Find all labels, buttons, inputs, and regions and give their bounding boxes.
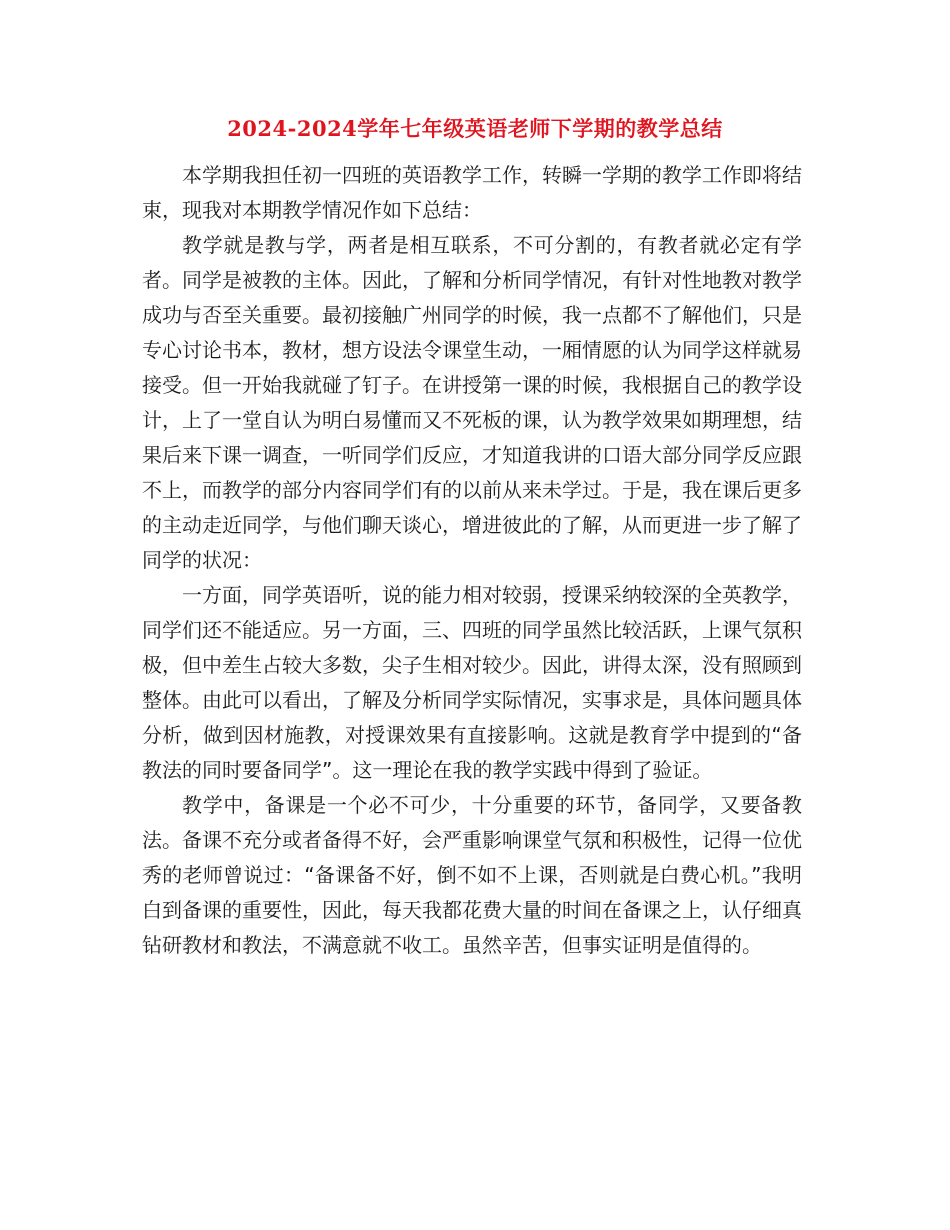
paragraph-understanding-students: 教学就是教与学，两者是相互联系，不可分割的，有教者就必定有学者。同学是被教的主体。因此，了解和分析同学情况，有针对性地教对教学成功与否至关重要。最初接触广州同学的时候，我一点都不了解他们，只是专心讨论书本，教材，想方设法令课堂生动，一厢情愿的认为同学这样就易接受。但一开始我就碰了钉子。在讲授第一课的时候，我根据自己的教学设计，上了一堂自认为明白易懂而又不死板的课，认为教学效果如期理想，结果后来下课一调查，一听同学们反应，才知道我讲的口语大部分同学反应跟不上，而教学的部分内容同学们有的以前从来未学过。于是，我在课后更多的主动走近同学，与他们聊天谈心，增进彼此的了解，从而更进一步了解了同学的状况： [142, 233, 802, 572]
paragraph-intro: 本学期我担任初一四班的英语教学工作，转瞬一学期的教学工作即将结束，现我对本期教学情况作如下总结： [142, 163, 802, 222]
document-body [142, 158, 802, 963]
paragraph-lesson-preparation: 教学中，备课是一个必不可少，十分重要的环节，备同学，又要备教法。备课不充分或者备得不好，会严重影响课堂气氛和积极性，记得一位优秀的老师曾说过：“备课备不好，倒不如不上课，否则就是白费心机。”我明白到备课的重要性，因此，每天我都花费大量的时间在备课之上，认仔细真钻研教材和教法，不满意就不收工。虽然辛苦，但事实证明是值得的。 [142, 793, 802, 957]
paragraph-student-situation: 一方面，同学英语听，说的能力相对较弱，授课采纳较深的全英教学，同学们还不能适应。另一方面，三、四班的同学虽然比较活跃，上课气氛积极，但中差生占较大多数，尖子生相对较少。因此，讲得太深，没有照顾到整体。由此可以看出，了解及分析同学实际情况，实事求是，具体问题具体分析，做到因材施教，对授课效果有直接影响。这就是教育学中提到的“备教法的同时要备同学”。这一理论在我的教学实践中得到了验证。 [142, 583, 802, 782]
document-title: 2024-2024学年七年级英语老师下学期的教学总结 [227, 116, 723, 141]
